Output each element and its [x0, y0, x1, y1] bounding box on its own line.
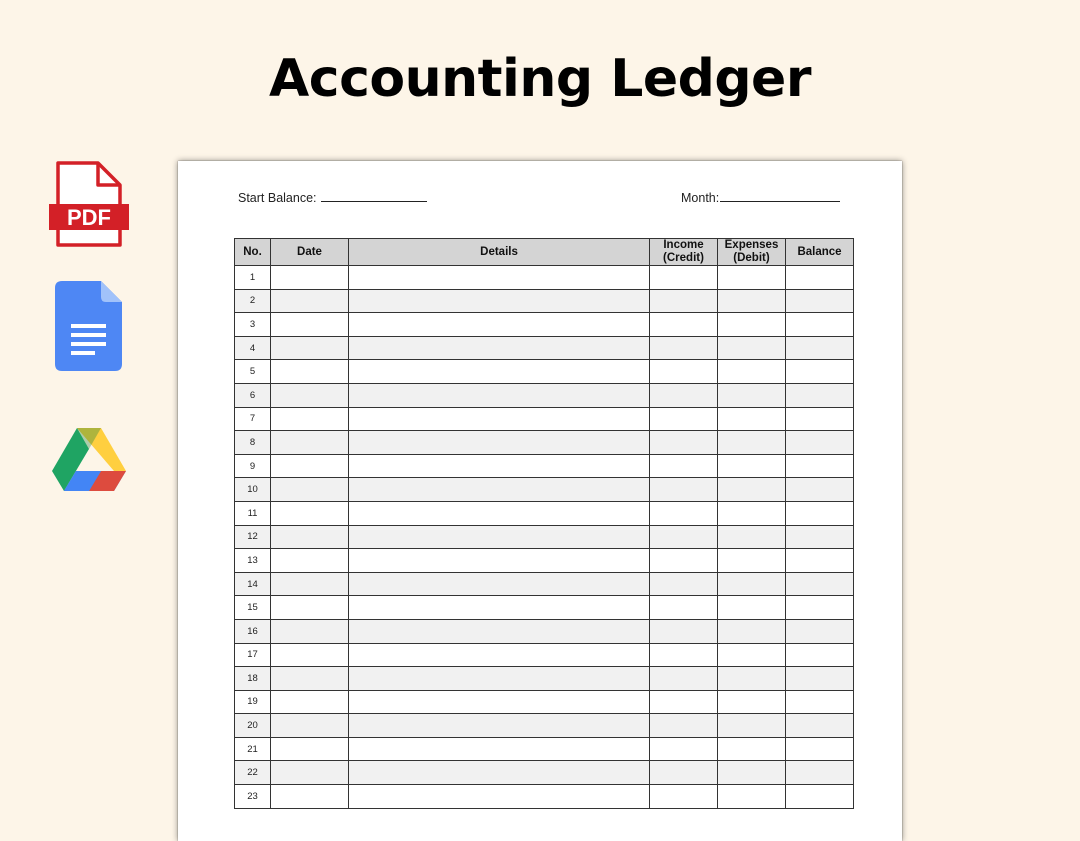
income-cell[interactable]: [650, 360, 718, 384]
row-number: 14: [235, 572, 271, 596]
income-cell[interactable]: [650, 525, 718, 549]
balance-cell[interactable]: [786, 596, 854, 620]
date-cell[interactable]: [271, 266, 349, 290]
details-cell[interactable]: [349, 667, 650, 691]
balance-cell[interactable]: [786, 501, 854, 525]
row-number: 16: [235, 619, 271, 643]
month-label: Month:: [681, 191, 720, 205]
income-cell[interactable]: [650, 549, 718, 573]
balance-cell[interactable]: [786, 383, 854, 407]
header-date: Date: [271, 239, 349, 266]
row-number: 8: [235, 431, 271, 455]
date-cell[interactable]: [271, 596, 349, 620]
details-cell[interactable]: [349, 313, 650, 337]
income-cell[interactable]: [650, 289, 718, 313]
details-cell[interactable]: [349, 761, 650, 785]
row-number: 10: [235, 478, 271, 502]
table-row: [235, 336, 854, 360]
table-row: [235, 619, 854, 643]
header-balance: Balance: [786, 239, 854, 266]
row-number: 3: [235, 313, 271, 337]
details-cell[interactable]: [349, 383, 650, 407]
details-cell[interactable]: [349, 501, 650, 525]
table-row: [235, 572, 854, 596]
date-cell[interactable]: [271, 549, 349, 573]
details-cell[interactable]: [349, 525, 650, 549]
details-cell[interactable]: [349, 407, 650, 431]
date-cell[interactable]: [271, 383, 349, 407]
date-cell[interactable]: [271, 667, 349, 691]
date-cell[interactable]: [271, 360, 349, 384]
table-row: [235, 383, 854, 407]
date-cell[interactable]: [271, 737, 349, 761]
start-balance-line: [238, 189, 427, 205]
expenses-cell[interactable]: [718, 596, 786, 620]
date-cell[interactable]: [271, 431, 349, 455]
row-number: 13: [235, 549, 271, 573]
pdf-icon: [48, 160, 130, 248]
ledger-sheet: [178, 161, 902, 841]
expenses-cell[interactable]: [718, 667, 786, 691]
details-cell[interactable]: [349, 572, 650, 596]
details-cell[interactable]: [349, 714, 650, 738]
row-number: 20: [235, 714, 271, 738]
table-row: [235, 525, 854, 549]
balance-cell[interactable]: [786, 431, 854, 455]
date-cell[interactable]: [271, 336, 349, 360]
header-income-line2: (Credit): [663, 252, 704, 264]
income-cell[interactable]: [650, 383, 718, 407]
details-cell[interactable]: [349, 336, 650, 360]
income-cell[interactable]: [650, 761, 718, 785]
header-no: No.: [235, 239, 271, 266]
row-number: 4: [235, 336, 271, 360]
row-number: 19: [235, 690, 271, 714]
expenses-cell[interactable]: [718, 289, 786, 313]
date-cell[interactable]: [271, 407, 349, 431]
table-row: [235, 289, 854, 313]
table-row: [235, 785, 854, 809]
date-cell[interactable]: [271, 525, 349, 549]
balance-cell[interactable]: [786, 313, 854, 337]
expenses-cell[interactable]: [718, 383, 786, 407]
balance-cell[interactable]: [786, 360, 854, 384]
expenses-cell[interactable]: [718, 525, 786, 549]
balance-cell[interactable]: [786, 667, 854, 691]
expenses-cell[interactable]: [718, 572, 786, 596]
income-cell[interactable]: [650, 596, 718, 620]
details-cell[interactable]: [349, 737, 650, 761]
date-cell[interactable]: [271, 761, 349, 785]
details-cell[interactable]: [349, 360, 650, 384]
header-details: Details: [349, 239, 650, 266]
balance-cell[interactable]: [786, 714, 854, 738]
table-header-row: [235, 239, 854, 266]
income-cell[interactable]: [650, 478, 718, 502]
header-expenses-line2: (Debit): [733, 252, 770, 264]
balance-cell[interactable]: [786, 478, 854, 502]
income-cell[interactable]: [650, 501, 718, 525]
expenses-cell[interactable]: [718, 761, 786, 785]
google-drive-icon: [52, 426, 126, 492]
expenses-cell[interactable]: [718, 407, 786, 431]
income-cell[interactable]: [650, 431, 718, 455]
row-number: 17: [235, 643, 271, 667]
balance-cell[interactable]: [786, 407, 854, 431]
details-cell[interactable]: [349, 596, 650, 620]
header-income-line1: Income: [663, 239, 704, 251]
date-cell[interactable]: [271, 478, 349, 502]
date-cell[interactable]: [271, 643, 349, 667]
income-cell[interactable]: [650, 785, 718, 809]
balance-cell[interactable]: [786, 572, 854, 596]
date-cell[interactable]: [271, 690, 349, 714]
row-number: 15: [235, 596, 271, 620]
balance-cell[interactable]: [786, 619, 854, 643]
balance-cell[interactable]: [786, 761, 854, 785]
row-number: 18: [235, 667, 271, 691]
balance-cell[interactable]: [786, 336, 854, 360]
table-row: [235, 643, 854, 667]
expenses-cell[interactable]: [718, 313, 786, 337]
balance-cell[interactable]: [786, 266, 854, 290]
balance-cell[interactable]: [786, 549, 854, 573]
expenses-cell[interactable]: [718, 619, 786, 643]
income-cell[interactable]: [650, 643, 718, 667]
ledger-table: [234, 238, 854, 809]
income-cell[interactable]: [650, 667, 718, 691]
expenses-cell[interactable]: [718, 266, 786, 290]
income-cell[interactable]: [650, 454, 718, 478]
date-cell[interactable]: [271, 454, 349, 478]
date-cell[interactable]: [271, 619, 349, 643]
row-number: 11: [235, 501, 271, 525]
row-number: 5: [235, 360, 271, 384]
income-cell[interactable]: [650, 313, 718, 337]
details-cell[interactable]: [349, 289, 650, 313]
row-number: 12: [235, 525, 271, 549]
date-cell[interactable]: [271, 714, 349, 738]
table-row: [235, 761, 854, 785]
income-cell[interactable]: [650, 572, 718, 596]
table-row: [235, 313, 854, 337]
balance-cell[interactable]: [786, 785, 854, 809]
income-cell[interactable]: [650, 336, 718, 360]
details-cell[interactable]: [349, 478, 650, 502]
details-cell[interactable]: [349, 643, 650, 667]
header-expenses: [718, 239, 786, 266]
table-row: [235, 690, 854, 714]
row-number: 6: [235, 383, 271, 407]
expenses-cell[interactable]: [718, 501, 786, 525]
month-blank[interactable]: [720, 189, 840, 202]
expenses-cell[interactable]: [718, 714, 786, 738]
details-cell[interactable]: [349, 549, 650, 573]
expenses-cell[interactable]: [718, 737, 786, 761]
balance-cell[interactable]: [786, 690, 854, 714]
table-row: [235, 360, 854, 384]
pdf-icon-label: PDF: [67, 205, 111, 230]
income-cell[interactable]: [650, 714, 718, 738]
table-row: [235, 549, 854, 573]
balance-cell[interactable]: [786, 525, 854, 549]
income-cell[interactable]: [650, 407, 718, 431]
expenses-cell[interactable]: [718, 690, 786, 714]
table-row: [235, 596, 854, 620]
table-row: [235, 667, 854, 691]
details-cell[interactable]: [349, 266, 650, 290]
table-row: [235, 454, 854, 478]
expenses-cell[interactable]: [718, 478, 786, 502]
expenses-cell[interactable]: [718, 431, 786, 455]
expenses-cell[interactable]: [718, 549, 786, 573]
date-cell[interactable]: [271, 313, 349, 337]
table-row: [235, 266, 854, 290]
expenses-cell[interactable]: [718, 360, 786, 384]
details-cell[interactable]: [349, 690, 650, 714]
table-row: [235, 407, 854, 431]
row-number: 22: [235, 761, 271, 785]
income-cell[interactable]: [650, 266, 718, 290]
balance-cell[interactable]: [786, 289, 854, 313]
income-cell[interactable]: [650, 690, 718, 714]
date-cell[interactable]: [271, 785, 349, 809]
income-cell[interactable]: [650, 619, 718, 643]
date-cell[interactable]: [271, 501, 349, 525]
expenses-cell[interactable]: [718, 454, 786, 478]
table-row: [235, 431, 854, 455]
row-number: 23: [235, 785, 271, 809]
date-cell[interactable]: [271, 289, 349, 313]
expenses-cell[interactable]: [718, 785, 786, 809]
table-row: [235, 737, 854, 761]
row-number: 9: [235, 454, 271, 478]
details-cell[interactable]: [349, 454, 650, 478]
ledger-body: [235, 266, 854, 809]
details-cell[interactable]: [349, 431, 650, 455]
header-expenses-line1: Expenses: [724, 239, 779, 251]
income-cell[interactable]: [650, 737, 718, 761]
google-docs-icon: [54, 280, 124, 372]
header-income: [650, 239, 718, 266]
expenses-cell[interactable]: [718, 336, 786, 360]
table-row: [235, 501, 854, 525]
row-number: 1: [235, 266, 271, 290]
start-balance-label: Start Balance:: [238, 191, 317, 205]
row-number: 21: [235, 737, 271, 761]
balance-cell[interactable]: [786, 643, 854, 667]
details-cell[interactable]: [349, 785, 650, 809]
details-cell[interactable]: [349, 619, 650, 643]
balance-cell[interactable]: [786, 737, 854, 761]
table-row: [235, 714, 854, 738]
balance-cell[interactable]: [786, 454, 854, 478]
start-balance-blank[interactable]: [321, 189, 427, 202]
expenses-cell[interactable]: [718, 643, 786, 667]
page-title: Accounting Ledger: [269, 49, 811, 109]
row-number: 7: [235, 407, 271, 431]
month-line: [681, 189, 840, 205]
date-cell[interactable]: [271, 572, 349, 596]
table-row: [235, 478, 854, 502]
row-number: 2: [235, 289, 271, 313]
